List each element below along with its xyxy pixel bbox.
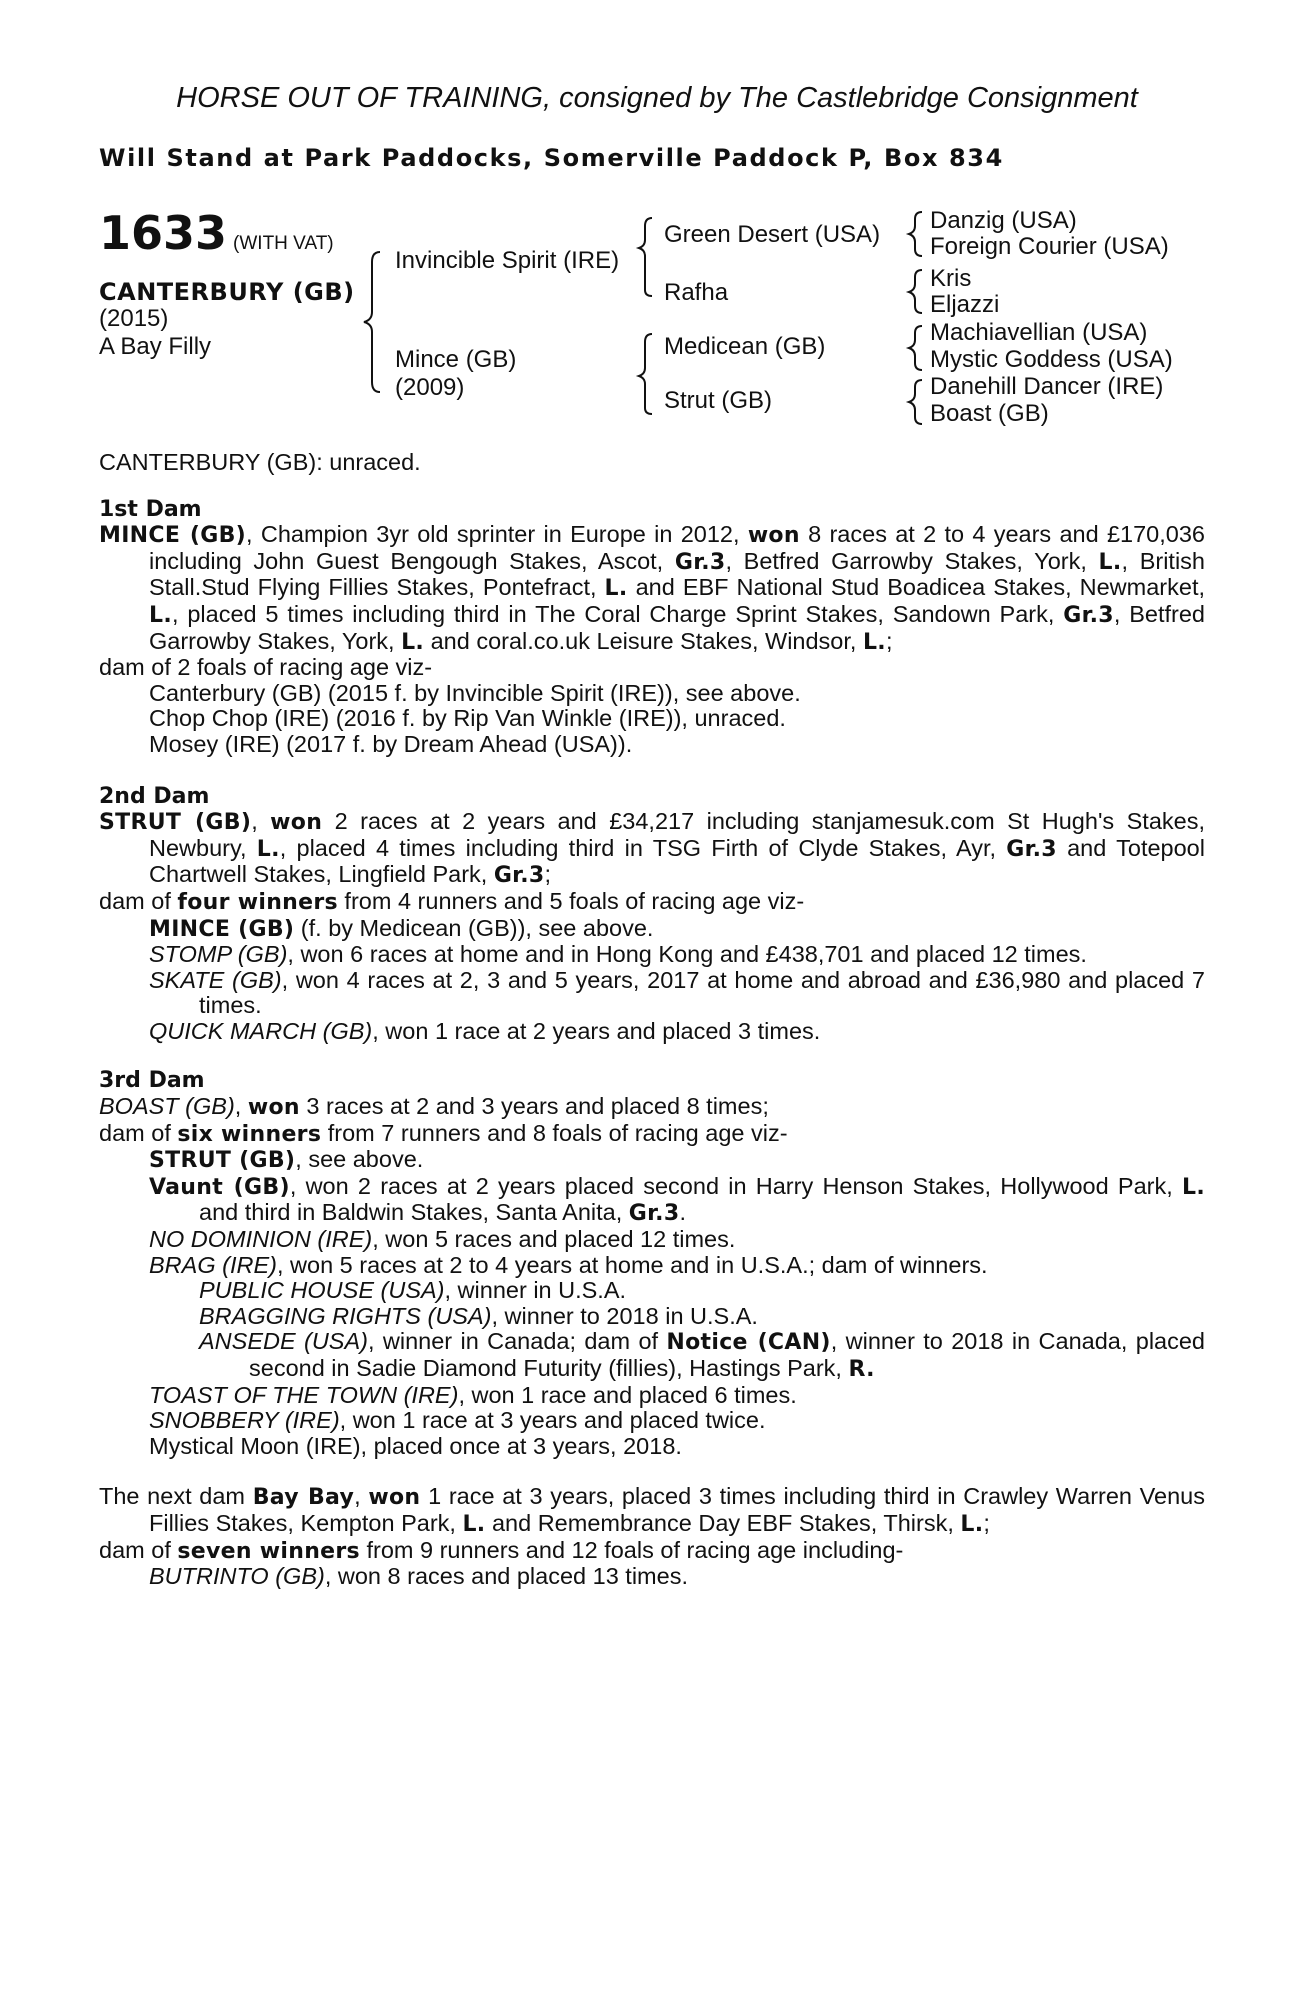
produce-item: Mystical Moon (IRE), placed once at 3 years, 2018. xyxy=(149,1432,682,1459)
second-dam-produce-intro: dam of four winners from 4 runners and 5 foals of racing age viz- xyxy=(99,887,805,915)
produce-item: STOMP (GB), won 6 races at home and in Hong Kong and £438,701 and placed 12 times. xyxy=(149,941,1087,968)
grandsire-1: Danzig (USA) xyxy=(930,207,1077,234)
produce-item: STRUT (GB), see above. xyxy=(149,1146,424,1174)
third-dam-heading: 3rd Dam xyxy=(99,1068,205,1094)
horse-name: CANTERBURY (GB) xyxy=(99,278,355,306)
grandsire-2: Foreign Courier (USA) xyxy=(930,233,1169,260)
produce-item: TOAST OF THE TOWN (IRE), won 1 race and placed 6 times. xyxy=(149,1381,797,1408)
pedigree-notes xyxy=(99,450,1205,1590)
produce-item: Vaunt (GB), won 2 races at 2 years placed second in Harry Henson Stakes, Hollywood Park, L. and third in Baldwin Stakes, Santa Anita, Gr.3. xyxy=(149,1172,1205,1227)
produce-item: QUICK MARCH (GB), won 1 race at 2 years and placed 3 times. xyxy=(149,1017,821,1044)
produce-item: PUBLIC HOUSE (USA), winner in U.S.A. xyxy=(199,1277,627,1304)
horse-description: A Bay Filly xyxy=(99,333,212,360)
produce-item: MINCE (GB) (f. by Medicean (GB)), see above. xyxy=(149,914,654,942)
first-dam-heading: 1st Dam xyxy=(99,496,202,522)
sire: Invincible Spirit (IRE) xyxy=(395,247,620,274)
first-dam-produce-intro: dam of 2 foals of racing age viz- xyxy=(99,654,433,681)
first-dam-record: MINCE (GB), Champion 3yr old sprinter in Europe in 2012, won 8 races at 2 to 4 years and £170,036 including John Guest Bengough Stakes, Ascot, Gr.3, Betfred Garrowby Stakes, York, L., British Stall.Stud Flying Fillies Stakes, Pontefract, L. and EBF National Stud Boadicea Stakes, Newmarket, L., placed 5 times including third in The Coral Charge Sprint Stakes, Sandown Park, Gr.3, Betfred Garrowby Stakes, York, L. and coral.co.uk Leisure Stakes, Windsor, L.; xyxy=(99,521,1205,655)
horse-year: (2015) xyxy=(99,305,169,332)
grandsire-8: Boast (GB) xyxy=(930,400,1049,427)
third-dam-record: BOAST (GB), won 3 races at 2 and 3 years and placed 8 times; xyxy=(99,1093,769,1121)
third-dam-produce-intro: dam of six winners from 7 runners and 8 foals of racing age viz- xyxy=(99,1119,788,1147)
produce-item: Chop Chop (IRE) (2016 f. by Rip Van Winkle (IRE)), unraced. xyxy=(149,705,786,732)
next-dam-record: The next dam Bay Bay, won 1 race at 3 years, placed 3 times including third in Crawley Warren Venus Fillies Stakes, Kempton Park, L. and Remembrance Day EBF Stakes, Thirsk, L.; xyxy=(99,1483,1205,1537)
lot-number: 1633 xyxy=(99,206,228,260)
stand-location: Will Stand at Park Paddocks, Somerville Paddock P, Box 834 xyxy=(99,144,1004,172)
produce-item: ANSEDE (USA), winner in Canada; dam of Notice (CAN), winner to 2018 in Canada, placed second in Sadie Diamond Futurity (fillies), Hastings Park, R. xyxy=(199,1328,1206,1382)
grandsire-6: Mystic Goddess (USA) xyxy=(930,346,1173,373)
produce-item: BUTRINTO (GB), won 8 races and placed 13 times. xyxy=(149,1563,688,1590)
dam-year: (2009) xyxy=(395,374,465,401)
dam: Mince (GB) xyxy=(395,346,517,373)
second-dam-heading: 2nd Dam xyxy=(99,783,210,809)
second-dam-record: STRUT (GB), won 2 races at 2 years and £34,217 including stanjamesuk.com St Hugh's Stakes, Newbury, L., placed 4 times including third in TSG Firth of Clyde Stakes, Ayr, Gr.3 and Totepool Chartwell Stakes, Lingfield Park, Gr.3; xyxy=(99,808,1205,889)
race-summary: CANTERBURY (GB): unraced. xyxy=(99,449,421,475)
grandsire-3: Kris xyxy=(930,265,972,292)
produce-item: BRAG (IRE), won 5 races at 2 to 4 years at home and in U.S.A.; dam of winners. xyxy=(149,1251,988,1278)
grandsire-5: Machiavellian (USA) xyxy=(930,319,1148,346)
grandsire-4: Eljazzi xyxy=(930,291,1000,318)
grandsire-7: Danehill Dancer (IRE) xyxy=(930,373,1164,400)
dam-dam: Strut (GB) xyxy=(664,387,773,414)
sire-dam: Rafha xyxy=(664,279,729,306)
sire-sire: Green Desert (USA) xyxy=(664,221,881,248)
lot-vat: (WITH VAT) xyxy=(233,233,334,254)
next-dam-produce-intro: dam of seven winners from 9 runners and 12 foals of racing age including- xyxy=(99,1536,904,1564)
produce-item: SNOBBERY (IRE), won 1 race at 3 years and placed twice. xyxy=(149,1407,766,1434)
produce-item: Canterbury (GB) (2015 f. by Invincible Spirit (IRE)), see above. xyxy=(149,679,801,706)
produce-item: Mosey (IRE) (2017 f. by Dream Ahead (USA)). xyxy=(149,730,633,757)
produce-item: BRAGGING RIGHTS (USA), winner to 2018 in U.S.A. xyxy=(199,1302,758,1329)
produce-item: SKATE (GB), won 4 races at 2, 3 and 5 years, 2017 at home and abroad and £36,980 and placed 7 times. xyxy=(149,966,1205,1019)
page-header: HORSE OUT OF TRAINING, consigned by The Castlebridge Consignment xyxy=(176,82,1138,114)
dam-sire: Medicean (GB) xyxy=(664,333,826,360)
produce-item: NO DOMINION (IRE), won 5 races and placed 12 times. xyxy=(149,1226,736,1253)
